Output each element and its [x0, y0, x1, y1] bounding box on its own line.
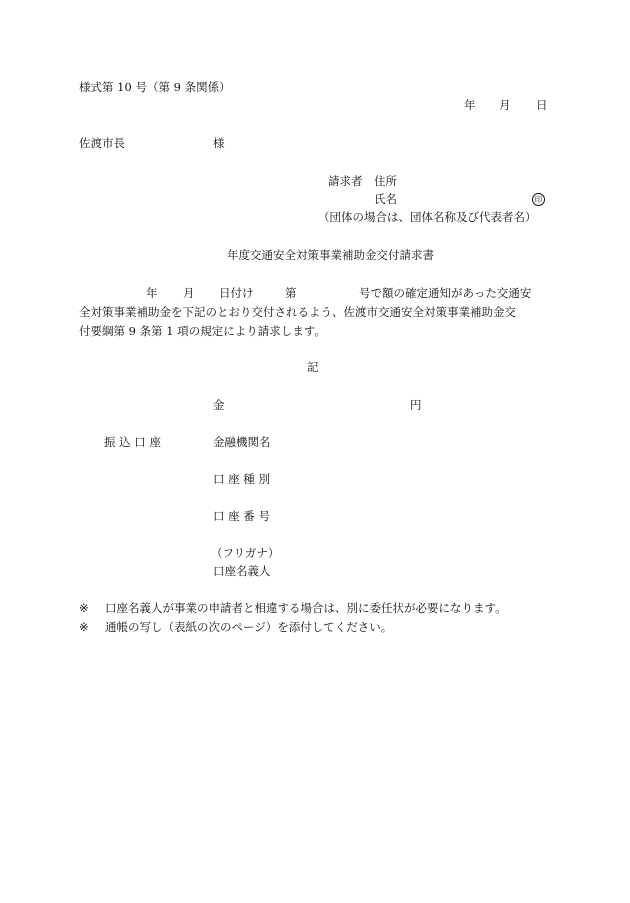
- body-line-1: [0, 288, 630, 302]
- addressee-honorific: 様: [213, 136, 225, 150]
- note-2-mark: ※: [79, 620, 89, 634]
- date-day-label: 日: [536, 98, 548, 112]
- bank-institution-label: 金融機関名: [213, 435, 271, 449]
- seal-icon: 印: [532, 193, 545, 206]
- requester-group-note: （団体の場合は、団体名称及び代表者名）: [318, 210, 537, 224]
- body-line1-rest: 号で額の確定通知があった交通安: [359, 286, 532, 300]
- note-1-text: 口座名義人が事業の申請者と相違する場合は、別に委任状が必要になります。: [105, 601, 507, 615]
- note-1-mark: ※: [79, 601, 89, 615]
- note-2-text: 通帳の写し（表紙の次のページ）を添付してください。: [105, 620, 393, 634]
- note-2: [79, 622, 392, 634]
- document-title: 年度交通安全対策事業補助金交付請求書: [227, 248, 434, 262]
- date-month-label: 月: [499, 98, 511, 112]
- furigana-label: （フリガナ）: [211, 546, 280, 560]
- requester-role-label: 請求者: [328, 174, 363, 188]
- account-number-label: 口 座 番 号: [213, 509, 270, 523]
- bank-transfer-header: 振 込 口 座: [104, 435, 161, 449]
- addressee-name: 佐渡市長: [79, 136, 125, 150]
- body-line-3: 付要綱第 9 条第 1 項の規定により請求します。: [79, 324, 326, 338]
- amount-unit: 円: [410, 398, 422, 412]
- body-dai: 第: [285, 286, 297, 300]
- amount-label: 金: [213, 398, 225, 412]
- account-type-label: 口 座 種 別: [213, 472, 270, 486]
- note-1: [79, 603, 507, 615]
- body-line-2: 全対策事業補助金を下記のとおり交付されるよう、佐渡市交通安全対策事業補助金交: [79, 305, 516, 319]
- form-number: 様式第 10 号（第 9 条関係）: [79, 80, 231, 94]
- body-year: 年: [146, 286, 158, 300]
- ki-heading: 記: [307, 360, 319, 374]
- requester-name-label: 氏名: [374, 192, 397, 206]
- body-month: 月: [183, 286, 195, 300]
- date-line: [0, 100, 630, 114]
- seal-mark: [532, 193, 545, 206]
- account-holder-label: 口座名義人: [213, 564, 271, 578]
- date-year-label: 年: [464, 98, 476, 112]
- requester-address-label: 住所: [374, 174, 397, 188]
- body-dated: 日付け: [219, 286, 254, 300]
